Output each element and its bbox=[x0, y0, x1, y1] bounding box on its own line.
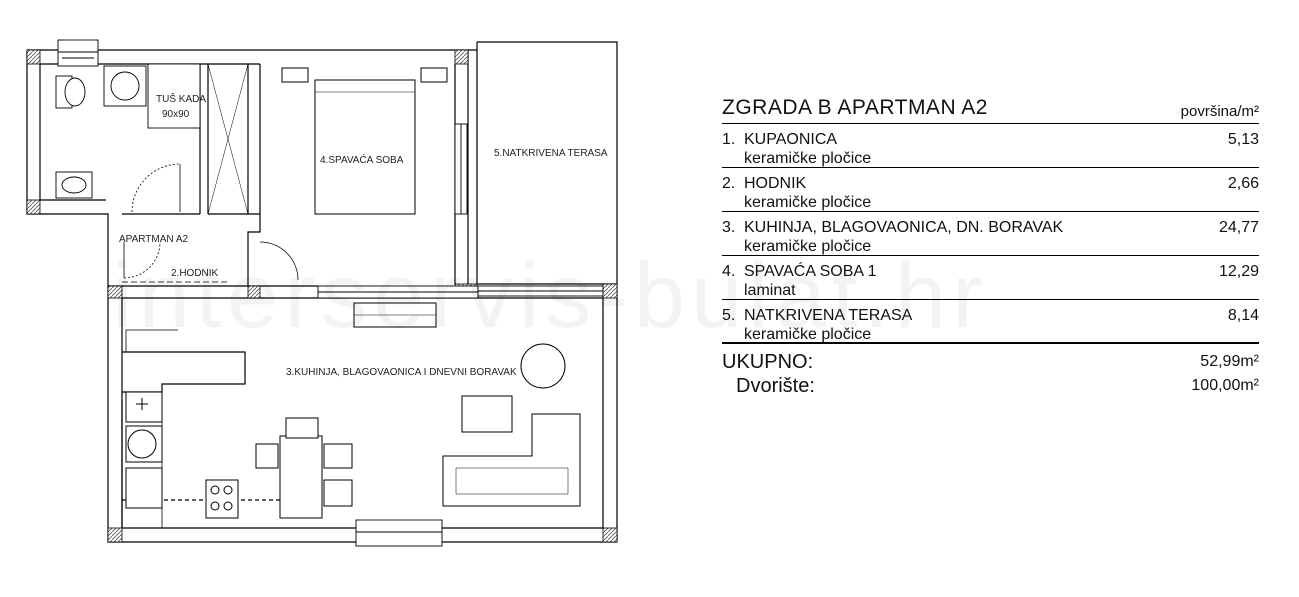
total-row bbox=[722, 350, 1259, 374]
row-text bbox=[744, 306, 912, 342]
row-left bbox=[722, 262, 877, 299]
room-name: KUPAONICA bbox=[744, 131, 838, 148]
yard-value: 100,00m² bbox=[1191, 377, 1259, 394]
table-row bbox=[722, 168, 1259, 212]
table-row bbox=[722, 124, 1259, 168]
room-area: 24,77 bbox=[1218, 219, 1259, 236]
living-label: 3.KUHINJA, BLAGOVAONICA I DNEVNI BORAVAK bbox=[286, 367, 517, 378]
row-number: 1. bbox=[722, 131, 736, 148]
bedroom-label: 4.SPAVAĆA SOBA bbox=[320, 155, 404, 166]
row-text bbox=[744, 218, 1063, 255]
table-row bbox=[722, 212, 1259, 256]
shower-label: TUŠ KADA bbox=[156, 94, 207, 105]
floor-type: laminat bbox=[744, 282, 796, 299]
table-header bbox=[722, 92, 1259, 124]
hall-label: 2.HODNIK bbox=[171, 268, 219, 279]
yard-label: Dvorište: bbox=[736, 375, 815, 397]
row-number: 2. bbox=[722, 175, 736, 192]
room-area: 8,14 bbox=[1227, 307, 1259, 324]
unit-label: APARTMAN A2 bbox=[119, 234, 189, 245]
unit-header: površina/m² bbox=[1180, 103, 1259, 120]
row-left bbox=[722, 174, 871, 211]
table-title: ZGRADA B APARTMAN A2 bbox=[722, 96, 988, 119]
row-text bbox=[744, 174, 871, 211]
row-left bbox=[722, 218, 1063, 255]
room-name: HODNIK bbox=[744, 175, 807, 192]
floor-type: keramičke pločice bbox=[744, 194, 872, 211]
terrace-label: 5.NATKRIVENA TERASA bbox=[494, 148, 608, 159]
floor-type: keramičke pločice bbox=[744, 326, 872, 343]
row-text bbox=[744, 262, 877, 299]
floor-type: keramičke pločice bbox=[744, 150, 872, 167]
room-area: 5,13 bbox=[1227, 131, 1259, 148]
row-number: 5. bbox=[722, 307, 736, 324]
room-name: NATKRIVENA TERASA bbox=[744, 307, 913, 324]
total-value: 52,99m² bbox=[1200, 353, 1259, 370]
room-name: SPAVAĆA SOBA 1 bbox=[744, 263, 877, 280]
table-row bbox=[722, 300, 1259, 344]
room-area: 2,66 bbox=[1227, 175, 1259, 192]
shower-size-label: 90x90 bbox=[162, 109, 190, 120]
table-row bbox=[722, 256, 1259, 300]
floor-type: keramičke pločice bbox=[744, 238, 872, 255]
yard-row bbox=[722, 374, 1259, 398]
row-number: 3. bbox=[722, 219, 736, 236]
row-number: 4. bbox=[722, 263, 736, 280]
row-left bbox=[722, 306, 912, 342]
room-area: 12,29 bbox=[1218, 263, 1259, 280]
area-table bbox=[722, 92, 1259, 398]
row-left bbox=[722, 130, 871, 167]
total-label: UKUPNO: bbox=[722, 351, 814, 373]
row-text bbox=[744, 130, 871, 167]
room-name: KUHINJA, BLAGOVAONICA, DN. BORAVAK bbox=[744, 219, 1064, 236]
